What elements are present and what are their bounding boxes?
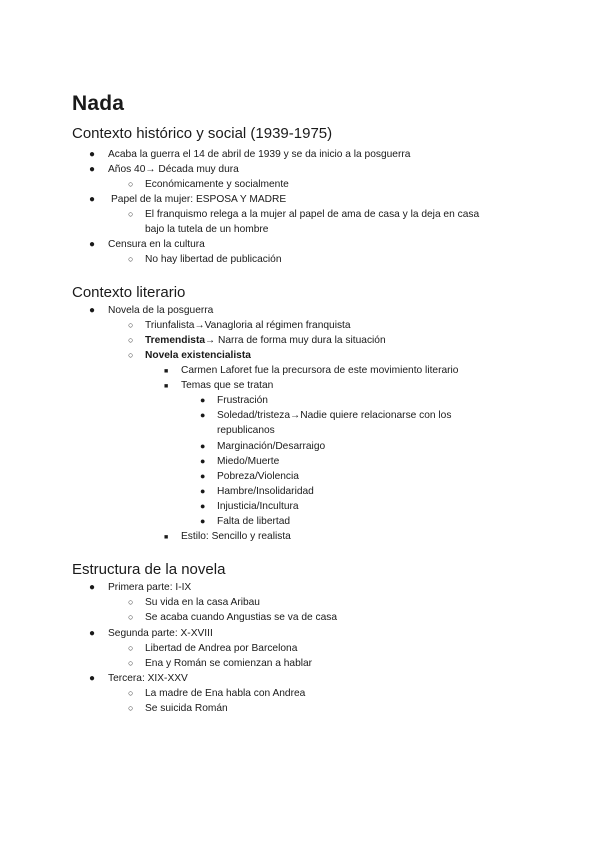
bullet-circle-icon: ○ xyxy=(128,209,134,219)
list-item: Ena y Román se comienzan a hablar xyxy=(145,658,313,669)
bullet-circle-icon: ○ xyxy=(128,350,134,360)
list-item: Hambre/Insolidaridad xyxy=(217,486,314,497)
bullet-disc-icon: ● xyxy=(200,471,206,481)
bullet-square-icon: ■ xyxy=(164,368,169,375)
bullet-disc-icon: ● xyxy=(89,149,96,160)
bullet-disc-icon: ● xyxy=(200,441,206,451)
bullet-circle-icon: ○ xyxy=(128,179,134,189)
bullet-disc-icon: ● xyxy=(89,164,96,175)
bullet-square-icon: ■ xyxy=(164,534,169,541)
list-item: Temas que se tratan xyxy=(181,380,274,391)
list-item-continuation: republicanos xyxy=(217,425,275,436)
list-item xyxy=(145,333,386,348)
list-item: Soledad/tristeza→Nadie quiere relacionarse con los xyxy=(217,410,452,421)
bullet-circle-icon: ○ xyxy=(128,254,134,264)
bullet-circle-icon: ○ xyxy=(128,703,134,713)
list-item: Miedo/Muerte xyxy=(217,456,280,467)
bullet-disc-icon: ● xyxy=(89,194,96,205)
list-item: El franquismo relega a la mujer al papel de ama de casa y la deja en casa xyxy=(145,209,480,220)
list-item: Su vida en la casa Aribau xyxy=(145,597,260,608)
bullet-circle-icon: ○ xyxy=(128,658,134,668)
bullet-disc-icon: ● xyxy=(200,516,206,526)
bullet-disc-icon: ● xyxy=(200,501,206,511)
list-item: Falta de libertad xyxy=(217,516,291,527)
list-item: Años 40→ Década muy dura xyxy=(108,164,239,175)
section-heading-historical-context: Contexto histórico y social (1939-1975) xyxy=(72,125,333,142)
list-item: Acaba la guerra el 14 de abril de 1939 y se da inicio a la posguerra xyxy=(108,149,411,160)
bullet-circle-icon: ○ xyxy=(128,612,134,622)
list-item: Estilo: Sencillo y realista xyxy=(181,531,291,542)
list-item: Triunfalista→Vanagloria al régimen franquista xyxy=(145,320,351,331)
list-item: Se acaba cuando Angustias se va de casa xyxy=(145,612,337,623)
bullet-disc-icon: ● xyxy=(89,239,96,250)
list-item-continuation: bajo la tutela de un hombre xyxy=(145,224,269,235)
bullet-circle-icon: ○ xyxy=(128,320,134,330)
list-item: Novela de la posguerra xyxy=(108,305,214,316)
bullet-circle-icon: ○ xyxy=(128,597,134,607)
list-item: Libertad de Andrea por Barcelona xyxy=(145,643,298,654)
list-item: Injusticia/Incultura xyxy=(217,501,299,512)
section-heading-literary-context: Contexto literario xyxy=(72,284,186,301)
bold-term: Tremendista xyxy=(145,335,206,346)
list-item: Papel de la mujer: ESPOSA Y MADRE xyxy=(111,194,287,205)
term-description: → Narra de forma muy dura la situación xyxy=(205,335,386,346)
bullet-disc-icon: ● xyxy=(89,305,96,316)
bullet-circle-icon: ○ xyxy=(128,688,134,698)
bullet-disc-icon: ● xyxy=(200,486,206,496)
bold-term: Novela existencialista xyxy=(145,350,251,361)
bullet-disc-icon: ● xyxy=(89,628,96,639)
section-heading-novel-structure: Estructura de la novela xyxy=(72,561,226,578)
list-item: Carmen Laforet fue la precursora de este movimiento literario xyxy=(181,365,459,376)
bullet-disc-icon: ● xyxy=(89,673,96,684)
list-item: No hay libertad de publicación xyxy=(145,254,282,265)
bullet-circle-icon: ○ xyxy=(128,643,134,653)
list-item: Económicamente y socialmente xyxy=(145,179,289,190)
list-item: Frustración xyxy=(217,395,268,406)
bullet-square-icon: ■ xyxy=(164,383,169,390)
bullet-disc-icon: ● xyxy=(89,582,96,593)
list-item xyxy=(145,348,251,363)
bullet-disc-icon: ● xyxy=(200,410,206,420)
list-item: Pobreza/Violencia xyxy=(217,471,299,482)
list-item: Tercera: XIX-XXV xyxy=(108,673,188,684)
list-item: La madre de Ena habla con Andrea xyxy=(145,688,306,699)
list-item: Segunda parte: X-XVIII xyxy=(108,628,213,639)
bullet-circle-icon: ○ xyxy=(128,335,134,345)
bullet-disc-icon: ● xyxy=(200,395,206,405)
list-item: Se suicida Román xyxy=(145,703,228,714)
list-item: Primera parte: I-IX xyxy=(108,582,192,593)
list-item: Censura en la cultura xyxy=(108,239,205,250)
bullet-disc-icon: ● xyxy=(200,456,206,466)
list-item: Marginación/Desarraigo xyxy=(217,441,326,452)
document-title: Nada xyxy=(72,92,125,115)
